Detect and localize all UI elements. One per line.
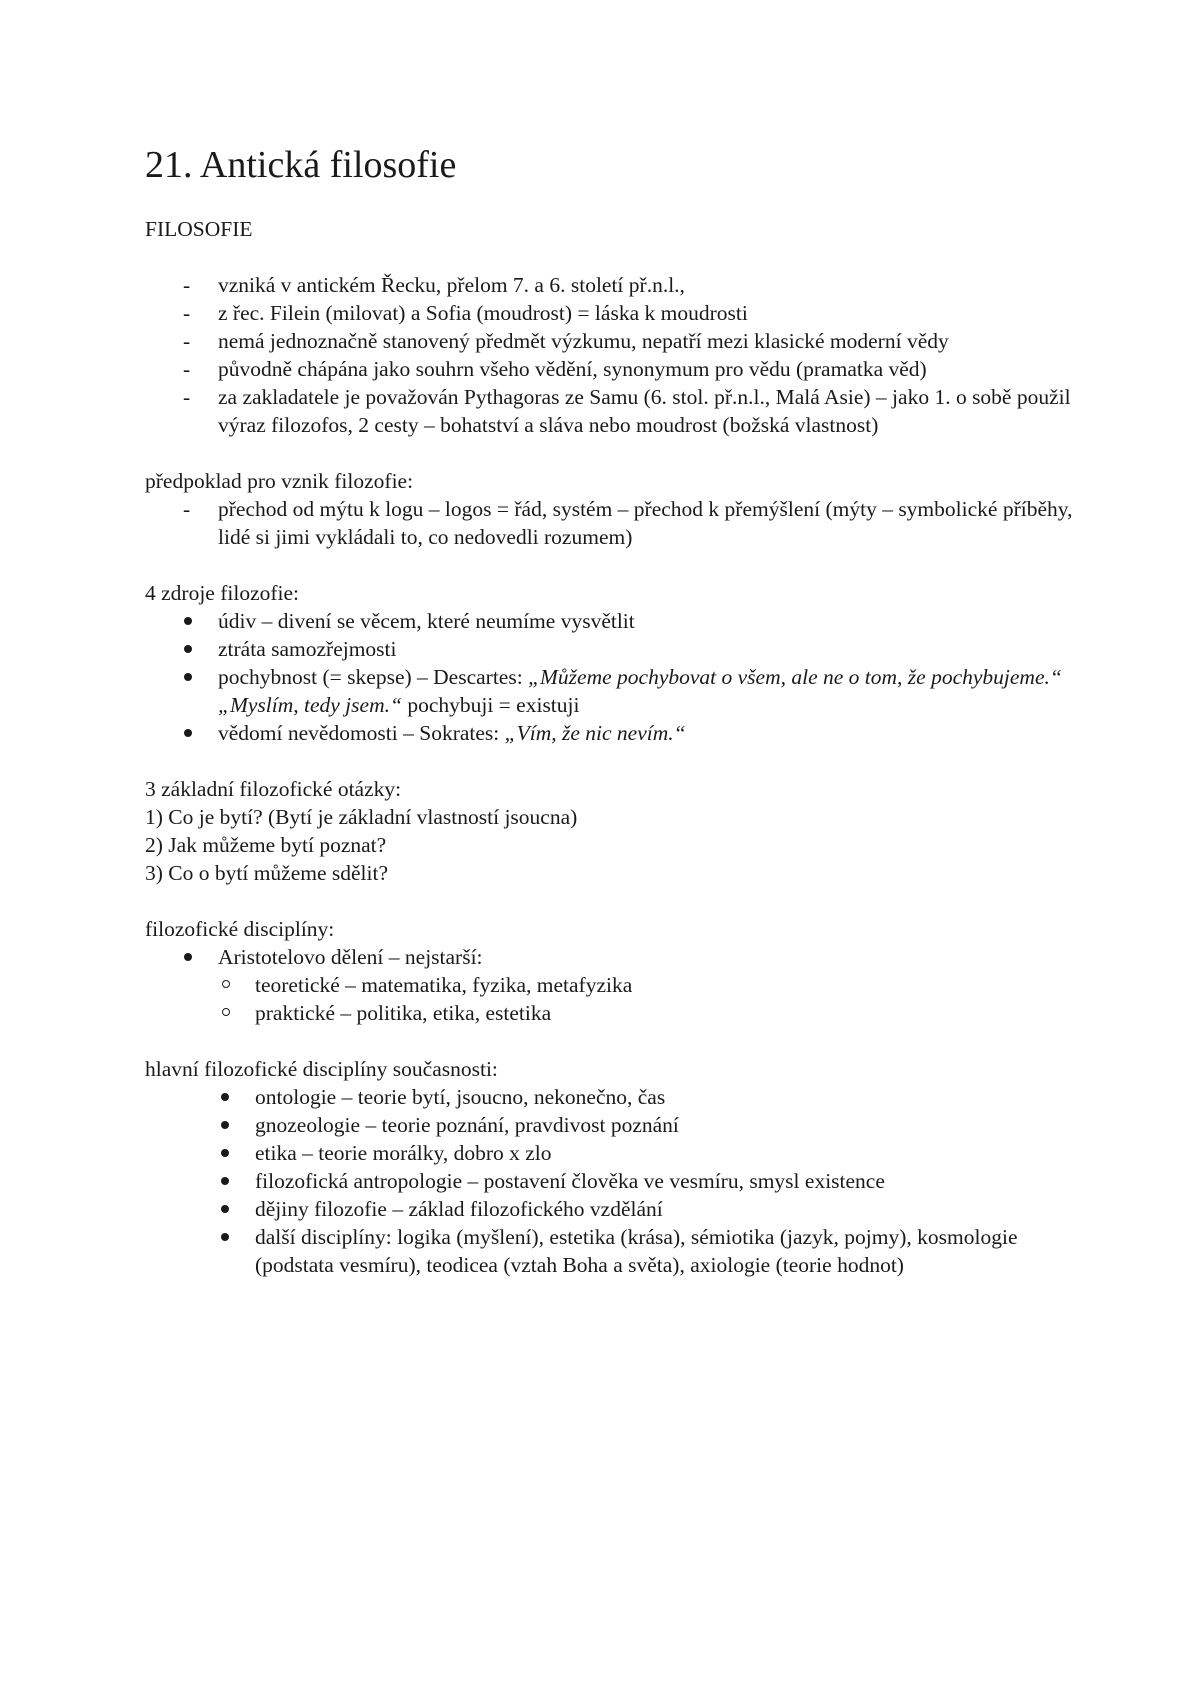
- list-item: [145, 663, 1075, 719]
- list-item: - z řec. Filein (milovat) a Sofia (moudrost) = láska k moudrosti: [145, 299, 1075, 327]
- sokrates-quote: „Vím, že nic nevím.“: [504, 721, 686, 745]
- list-item: teoretické – matematika, fyzika, metafyzika: [145, 971, 1075, 999]
- list-item: ztráta samozřejmosti: [145, 635, 1075, 663]
- list-item: praktické – politika, etika, estetika: [145, 999, 1075, 1027]
- list-item: filozofická antropologie – postavení člověka ve vesmíru, smysl existence: [145, 1167, 1075, 1195]
- question-line: 1) Co je bytí? (Bytí je základní vlastností jsoucna): [145, 805, 578, 829]
- page-title: 21. Antická filosofie: [145, 144, 457, 186]
- list-item: dějiny filozofie – základ filozofického vzdělání: [145, 1195, 1075, 1223]
- predpoklad-list: [145, 495, 1075, 551]
- question-line: 2) Jak můžeme bytí poznat?: [145, 833, 387, 857]
- spacer: [145, 887, 1075, 915]
- filosofie-list: [145, 271, 1075, 439]
- spacer: [145, 1027, 1075, 1055]
- list-item: - vzniká v antickém Řecku, přelom 7. a 6. století př.n.l.,: [145, 271, 1075, 299]
- list-item: etika – teorie morálky, dobro x zlo: [145, 1139, 1075, 1167]
- list-item: [145, 719, 1075, 747]
- list-item: ontologie – teorie bytí, jsoucno, nekonečno, čas: [145, 1083, 1075, 1111]
- section-heading-filosofie: FILOSOFIE: [145, 217, 253, 241]
- spacer: [145, 551, 1075, 579]
- list-item: Aristotelovo dělení – nejstarší:: [145, 943, 1075, 971]
- spacer: [145, 439, 1075, 467]
- spacer: [145, 243, 1075, 271]
- item-text: vědomí nevědomosti – Sokrates:: [218, 721, 505, 745]
- section-heading-discipliny: filozofické disciplíny:: [145, 917, 335, 941]
- list-item: gnozeologie – teorie poznání, pravdivost poznání: [145, 1111, 1075, 1139]
- document-page: [145, 140, 1075, 1279]
- section-heading-zdroje: 4 zdroje filozofie:: [145, 581, 300, 605]
- descartes-quote: „Můžeme pochybovat o všem, ale ne o tom, že pochybujeme.“ „Myslím, tedy jsem.“: [218, 665, 1062, 717]
- zdroje-list: [145, 607, 1075, 747]
- item-text: pochybuji = existuji: [401, 693, 580, 717]
- section-heading-otazky: 3 základní filozofické otázky:: [145, 777, 402, 801]
- section-heading-predpoklad: předpoklad pro vznik filozofie:: [145, 469, 414, 493]
- hlavni-list: [145, 1083, 1075, 1279]
- discipliny-sublist: [145, 971, 1075, 1027]
- list-item: - původně chápána jako souhrn všeho vědění, synonymum pro vědu (pramatka věd): [145, 355, 1075, 383]
- list-item: další disciplíny: logika (myšlení), estetika (krása), sémiotika (jazyk, pojmy), kosmologie (podstata vesmíru), teodicea (vztah Boha a světa), axiologie (teorie hodnot): [145, 1223, 1075, 1279]
- spacer: [145, 747, 1075, 775]
- list-item: údiv – divení se věcem, které neumíme vysvětlit: [145, 607, 1075, 635]
- section-heading-hlavni: hlavní filozofické disciplíny současnosti:: [145, 1057, 498, 1081]
- item-text: pochybnost (= skepse) – Descartes:: [218, 665, 529, 689]
- list-item: - nemá jednoznačně stanovený předmět výzkumu, nepatří mezi klasické moderní vědy: [145, 327, 1075, 355]
- discipliny-list: [145, 943, 1075, 971]
- list-item: - za zakladatele je považován Pythagoras ze Samu (6. stol. př.n.l., Malá Asie) – jako 1. o sobě použil výraz filozofos, 2 cesty – bohatství a sláva nebo moudrost (božská vlastnost): [145, 383, 1075, 439]
- list-item: - přechod od mýtu k logu – logos = řád, systém – přechod k přemýšlení (mýty – symbolické příběhy, lidé si jimi vykládali to, co nedovedli rozumem): [145, 495, 1075, 551]
- question-line: 3) Co o bytí můžeme sdělit?: [145, 861, 389, 885]
